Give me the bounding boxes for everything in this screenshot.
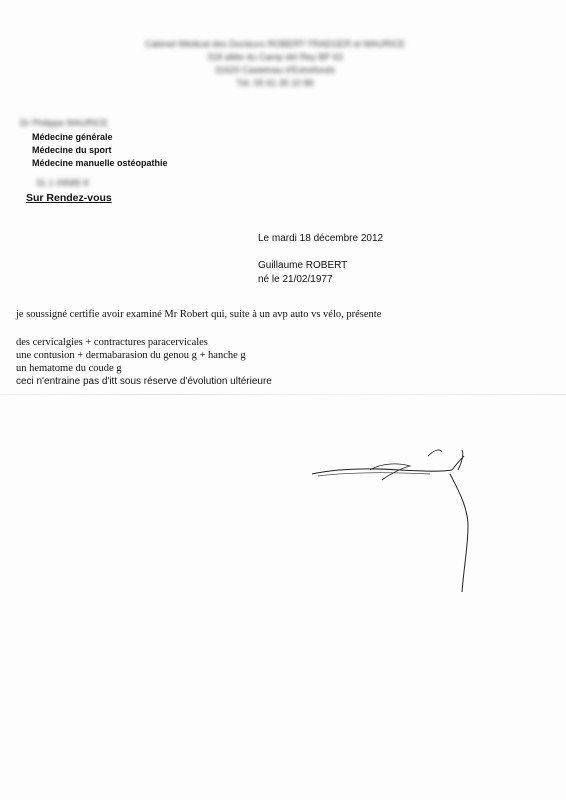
appointment-notice: Sur Rendez-vous xyxy=(26,192,112,204)
letterhead-phone: Tél. 05 61 35 10 86 xyxy=(236,78,314,88)
finding-itt-note: ceci n'entraine pas d'itt sous réserve d'évolution ultérieure xyxy=(16,376,272,387)
patient-block xyxy=(258,259,347,287)
finding-cervicalgia: des cervicalgies + contractures paracervicales xyxy=(16,337,208,348)
finding-contusion: une contusion + dermabarasion du genou g + hanche g xyxy=(16,350,246,361)
patient-name: Guillaume ROBERT xyxy=(258,260,348,271)
doctor-specialties xyxy=(32,131,168,170)
letterhead-city: 31620 Castelnau d'Estrefonds xyxy=(214,65,336,75)
letterhead-address: 318 allée du Camp del Rey BP 63 xyxy=(207,52,343,62)
finding-hematoma: un hematome du coude g xyxy=(16,363,122,374)
certification-statement: je soussigné certifie avoir examiné Mr Robert qui, suite à un avp auto vs vélo, présente xyxy=(16,309,382,320)
specialty-osteopathy: Médecine manuelle ostéopathie xyxy=(32,158,168,168)
scan-artifact-line xyxy=(0,394,566,395)
letterhead-practice-name: Cabinet Médical des Docteurs ROBERT-TRAEGER et MAURICE xyxy=(145,39,405,49)
patient-birthdate: né le 21/02/1977 xyxy=(258,274,333,285)
letter-date: Le mardi 18 décembre 2012 xyxy=(258,233,384,244)
findings-list xyxy=(16,336,272,388)
doctor-id-number: 31 1 09585 8 xyxy=(36,178,89,188)
specialty-sport: Médecine du sport xyxy=(32,145,112,155)
specialty-general: Médecine générale xyxy=(32,132,113,142)
letterhead xyxy=(90,38,460,90)
handwritten-signature xyxy=(310,446,480,596)
doctor-name: Dr Philippe MAURICE xyxy=(20,118,109,128)
